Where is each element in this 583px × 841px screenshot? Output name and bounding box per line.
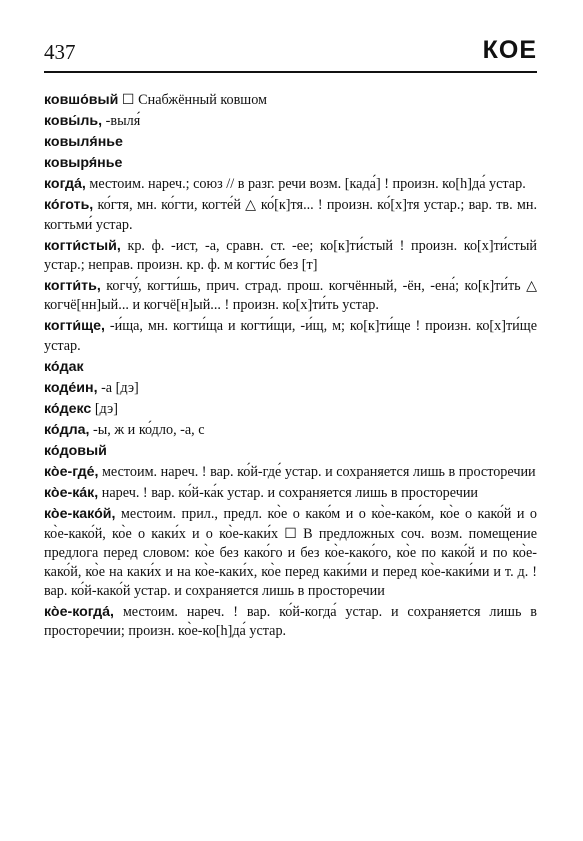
headword: ко̀е-где́, (44, 464, 99, 481)
headword: коде́ин, (44, 379, 98, 396)
dictionary-entry (44, 175, 537, 194)
entry-text: местоим. нареч. ! вар. ко́й-когда́ устар. и сохраняется лишь в просторечии; произн. ко̀е-ко[h]да́ устар. (44, 604, 537, 640)
headword: ко̀е-ка́к, (44, 485, 99, 502)
headword: ковшо́вый (44, 92, 119, 108)
page-number: 437 (44, 40, 76, 64)
headword: ковы́ль, (44, 113, 103, 130)
entry-text: -ы, ж и ко́дло, -а, с (89, 421, 205, 438)
headword: когда́, (44, 176, 86, 193)
entry-text: местоим. нареч.; союз // в разг. речи возм. [када́] ! произн. ко[h]да́ устар. (85, 176, 526, 193)
dictionary-entry (44, 91, 537, 110)
dictionary-entry (44, 379, 537, 398)
dictionary-entry (44, 133, 537, 152)
headword: когти́стый, (44, 237, 121, 254)
entry-text: -а [дэ] (97, 379, 139, 396)
headword: ковыря́нье (44, 155, 123, 172)
headword: ко́дла, (44, 421, 90, 438)
dictionary-entry (44, 400, 537, 419)
headword: ко̀е-како́й, (44, 506, 116, 523)
dictionary-entry (44, 603, 537, 641)
entry-text: -выля́ (102, 113, 141, 130)
dictionary-entry (44, 237, 537, 275)
dictionary-entry (44, 112, 537, 131)
dictionary-entry (44, 484, 537, 503)
dictionary-entry (44, 317, 537, 355)
dictionary-entry (44, 463, 537, 482)
dictionary-entry (44, 358, 537, 377)
dictionary-entries (44, 91, 537, 644)
dictionary-entry (44, 421, 537, 440)
dictionary-entry (44, 505, 537, 601)
entry-text: ко́гтя, мн. ко́гти, когте́й △ ко́[к]тя... ! произн. ко́[х]тя устар.; вар. тв. мн. когтьми́ устар. (44, 197, 537, 233)
entry-text: [дэ] (91, 400, 118, 417)
entry-text: кр. ф. -ист, -а, сравн. ст. -ее; ко[к]ти́стый ! произн. ко[х]ти́стый устар.; неправ. произн. кр. ф. м когти́с без [т] (44, 237, 537, 273)
entry-text: когчу́, когти́шь, прич. страд. прош. когчённый, -ён, -ена́; ко[к]ти́ть △ когчё[нн]ый... и когчё[н]ый... ! произн. ко[х]ти́ть устар. (44, 278, 537, 314)
header-rule (44, 71, 537, 73)
entry-text: ☐ Снабжённый ковшом (118, 92, 268, 108)
entry-text: -и́ща, мн. когти́ща и когти́щи, -и́щ, м; ко[к]ти́ще ! произн. ко[х]ти́ще устар. (44, 318, 537, 354)
dictionary-entry (44, 442, 537, 461)
headword: когти́ще, (44, 318, 105, 335)
dictionary-entry (44, 277, 537, 315)
headword: ко́готь, (44, 197, 94, 214)
dictionary-entry (44, 196, 537, 234)
entry-text: местоим. нареч. ! вар. ко́й-где́ устар. и сохраняется лишь в просторечии (98, 464, 536, 481)
headword: ко̀е-когда́, (44, 604, 114, 621)
entry-text: местоим. прил., предл. ко̀е о како́м и о ко̀е-како́м, ко̀е о како́й и о ко̀е-како́й, ко̀е о каки́х и о ко̀е-каки́х ☐ В предложных соч. возм. помещение предлога перед словом: ко̀е без како́го и без ко̀е-како́го, ко̀е по како́й и по ко̀е-како́й, ко̀е на каки́х и на ко̀е-каки́х, ко̀е перед каки́ми и перед ко̀е-каки́ми и т. д. ! вар. ко́й-како́й устар. и сохраняется лишь в просторечии (44, 506, 537, 600)
running-head: КОЕ (482, 36, 537, 64)
entry-text: нареч. ! вар. ко́й-ка́к устар. и сохраняется лишь в просторечии (98, 485, 479, 502)
headword: ковыля́нье (44, 134, 123, 151)
headword: ко́довый (44, 443, 107, 460)
headword: когти́ть, (44, 278, 101, 295)
dictionary-entry (44, 154, 537, 173)
headword: ко́дак (44, 358, 84, 375)
headword: ко́декс (44, 400, 92, 417)
